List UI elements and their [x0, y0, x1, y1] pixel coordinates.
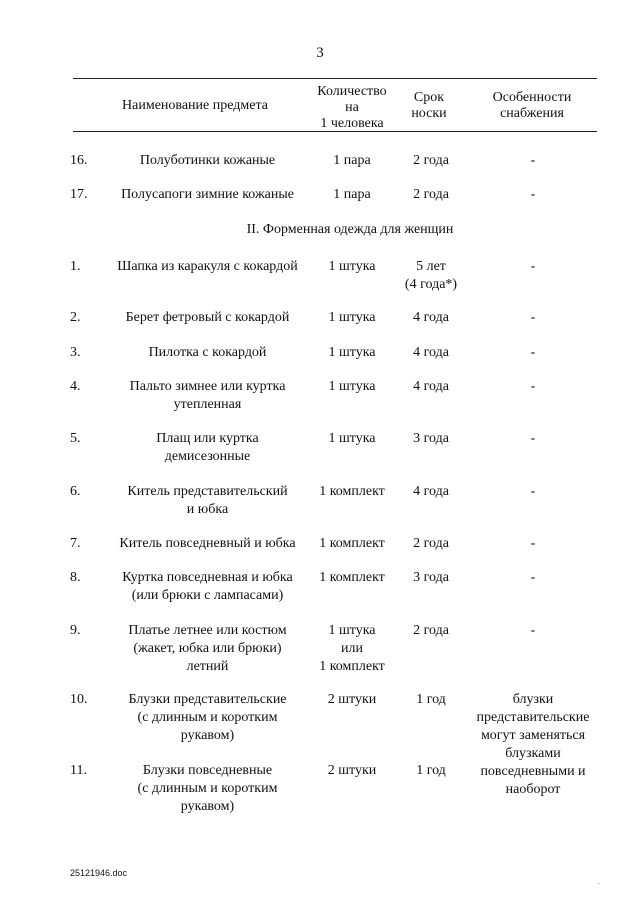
item-term-line: 1 год [416, 763, 446, 778]
header-term [394, 90, 464, 122]
item-term-line: 4 года [413, 484, 449, 499]
header-quantity-line: на [345, 100, 359, 115]
item-name [105, 622, 310, 676]
item-name [105, 569, 310, 605]
item-quantity-line: 1 штука [328, 345, 376, 360]
header-quantity [310, 84, 394, 132]
item-features: - [530, 379, 536, 394]
item-name [105, 344, 310, 362]
header-features-line: снабжения [500, 106, 564, 121]
item-name-line: Шапка из каракуля с кокардой [117, 259, 298, 274]
item-name-line: Блузки повседневные [142, 763, 273, 778]
item-name-line: Куртка повседневная и юбка [122, 570, 293, 585]
item-term [393, 691, 469, 709]
item-term [393, 309, 469, 327]
item-quantity [305, 309, 399, 327]
header-quantity-line: Количество [317, 84, 387, 99]
item-name-line: (жакет, юбка или брюки) [133, 641, 282, 656]
item-name [105, 258, 310, 276]
header-features [470, 90, 594, 122]
item-name-line: летний [186, 659, 229, 674]
item-term [393, 569, 469, 587]
item-name-line: (с длинным и коротким [137, 710, 278, 725]
item-quantity [305, 258, 399, 276]
item-term [393, 762, 469, 780]
item-name [105, 535, 310, 553]
row-number: 9. [70, 623, 81, 638]
row-number: 1. [70, 259, 81, 274]
note-line: наоборот [505, 782, 561, 797]
page-number: 3 [316, 45, 324, 61]
item-name-line: Полусапоги зимние кожаные [121, 187, 294, 202]
header-name: Наименование предмета [122, 98, 268, 113]
item-quantity-line: 1 комплект [319, 484, 385, 499]
item-term [393, 152, 469, 170]
header-term-line: Срок [413, 90, 445, 105]
item-name-line: Блузки представительские [128, 692, 287, 707]
item-name [105, 309, 310, 327]
row-number: 10. [70, 692, 88, 707]
item-features: - [530, 259, 536, 274]
item-features: - [530, 536, 536, 551]
item-name-line: и юбка [186, 502, 229, 517]
table-top-rule [73, 78, 597, 79]
item-term-line: 1 год [416, 692, 446, 707]
note-line: повседневными и [480, 764, 586, 779]
item-name [105, 152, 310, 170]
item-term [393, 186, 469, 204]
item-name [105, 483, 310, 519]
item-quantity [305, 691, 399, 709]
item-term [393, 378, 469, 396]
item-term-line: 2 года [413, 153, 449, 168]
item-term-line: (4 года*) [404, 277, 458, 292]
item-quantity [305, 430, 399, 448]
item-quantity [305, 483, 399, 501]
item-quantity-line: 1 штука [328, 259, 376, 274]
item-name-line: демисезонные [164, 449, 251, 464]
note-line: могут заменяться [480, 728, 586, 743]
item-features: - [530, 153, 536, 168]
item-term-line: 4 года [413, 379, 449, 394]
item-term [393, 622, 469, 640]
row-number: 4. [70, 379, 81, 394]
item-quantity-line: 2 штуки [327, 763, 377, 778]
item-term-line: 3 года [413, 570, 449, 585]
item-name-line: (с длинным и коротким [137, 781, 278, 796]
row-number: 5. [70, 431, 81, 446]
section-title: II. Форменная одежда для женщин [246, 222, 454, 237]
note-line: блузки [512, 692, 554, 707]
header-features-line: Особенности [492, 90, 572, 105]
item-features: - [530, 623, 536, 638]
row-number: 3. [70, 345, 81, 360]
item-name-line: Полуботинки кожаные [139, 153, 276, 168]
header-term-line: носки [411, 106, 447, 121]
item-features: - [530, 484, 536, 499]
item-term [393, 344, 469, 362]
item-name-line: Китель повседневный и юбка [119, 536, 296, 551]
item-quantity [305, 186, 399, 204]
item-name [105, 186, 310, 204]
row-number: 8. [70, 570, 81, 585]
item-name-line: Китель представительский [127, 484, 288, 499]
item-quantity-line: 1 штука [328, 310, 376, 325]
item-term-line: 2 года [413, 536, 449, 551]
item-quantity [305, 569, 399, 587]
item-quantity-line: 1 штука [328, 379, 376, 394]
item-term [393, 430, 469, 448]
item-name-line: утепленная [173, 397, 242, 412]
item-quantity-line: 1 штука [328, 623, 376, 638]
item-name [105, 691, 310, 745]
item-name-line: Плащ или куртка [156, 431, 259, 446]
item-quantity-line: 2 штуки [327, 692, 377, 707]
row-number: 11. [70, 763, 87, 778]
item-name [105, 430, 310, 466]
item-name-line: рукавом) [180, 728, 235, 743]
item-features: - [530, 310, 536, 325]
item-term [393, 483, 469, 501]
shared-supply-note [470, 691, 596, 799]
item-features: - [530, 431, 536, 446]
item-quantity-line: 1 штука [328, 431, 376, 446]
item-quantity-line: 1 комплект [319, 659, 385, 674]
note-line: блузками [505, 746, 561, 761]
item-term-line: 2 года [413, 187, 449, 202]
file-name-footer: 25121946.doc [70, 868, 128, 878]
item-term-line: 3 года [413, 431, 449, 446]
item-name-line: Платье летнее или костюм [128, 623, 287, 638]
item-term [393, 535, 469, 553]
item-quantity-line: 1 пара [333, 187, 371, 202]
row-number: 6. [70, 484, 81, 499]
item-name-line: Берет фетровый с кокардой [125, 310, 290, 325]
row-number: 2. [70, 310, 81, 325]
item-term-line: 5 лет [416, 259, 446, 274]
item-name [105, 762, 310, 816]
item-quantity [305, 622, 399, 676]
row-number: 7. [70, 536, 81, 551]
item-name-line: Пальто зимнее или куртка [129, 379, 286, 394]
item-term-line: 2 года [413, 623, 449, 638]
item-name-line: (или брюки с лампасами) [131, 588, 284, 603]
note-line: представительские [476, 710, 590, 725]
item-features: - [530, 345, 536, 360]
row-number: 17. [70, 187, 88, 202]
item-quantity [305, 344, 399, 362]
item-quantity [305, 535, 399, 553]
item-term [393, 258, 469, 294]
item-name-line: рукавом) [180, 799, 235, 814]
item-quantity-line: 1 комплект [319, 536, 385, 551]
item-features: - [530, 187, 536, 202]
row-number: 16. [70, 153, 88, 168]
item-quantity [305, 378, 399, 396]
scan-mark: . [598, 877, 600, 886]
item-quantity-line: или [341, 641, 363, 656]
item-quantity [305, 762, 399, 780]
item-name [105, 378, 310, 414]
table-header-rule [73, 131, 597, 132]
item-term-line: 4 года [413, 310, 449, 325]
item-name-line: Пилотка с кокардой [148, 345, 267, 360]
item-quantity [305, 152, 399, 170]
header-quantity-line: 1 человека [320, 116, 384, 131]
item-features: - [530, 570, 536, 585]
item-term-line: 4 года [413, 345, 449, 360]
item-quantity-line: 1 пара [333, 153, 371, 168]
item-quantity-line: 1 комплект [319, 570, 385, 585]
